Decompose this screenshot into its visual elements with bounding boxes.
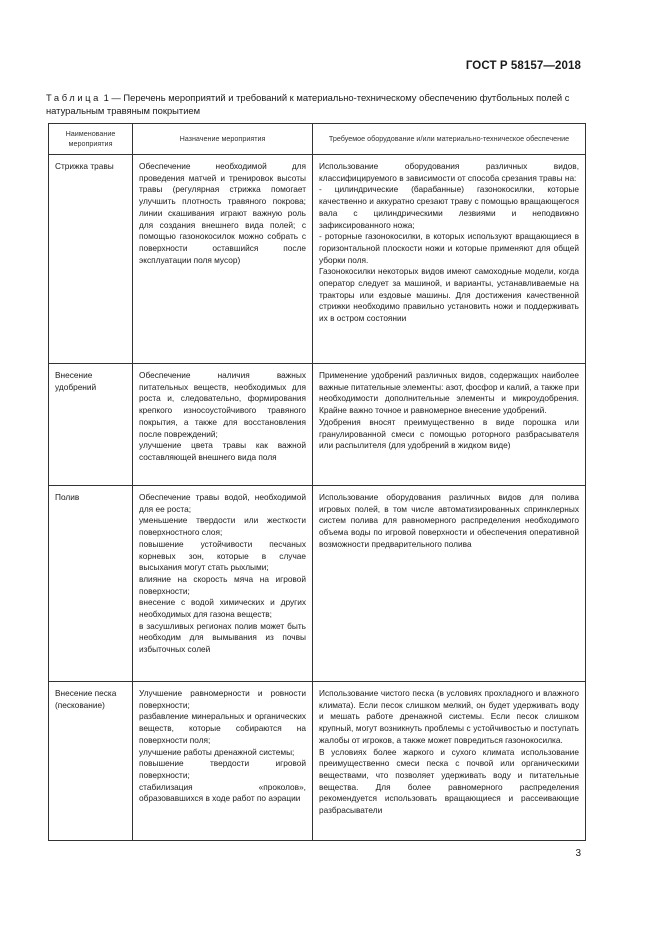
row-purpose <box>133 682 313 841</box>
purpose-item: улучшение работы дренажной системы; <box>139 746 295 757</box>
table-row <box>49 682 586 841</box>
purpose-item: Обеспечение травы водой, необходимой для ее роста; <box>139 492 306 514</box>
row-purpose <box>133 364 313 486</box>
purpose-item: в засушливых регионах полив может быть необходим для вымывания из почвы избыточных солей <box>139 620 306 655</box>
caption-label: Таблица <box>46 92 101 103</box>
purpose-item: влияние на скорость мяча на игровой поверхности; <box>139 573 306 596</box>
table-header-row <box>49 124 586 155</box>
column-header-name: Наименование мероприятия <box>49 124 133 155</box>
equipment-paragraph: Использование оборудования различных видов, классифицируемого в зависимости от способа срезания травы на: <box>319 161 579 183</box>
equipment-paragraph: Удобрения вносят преимущественно в виде порошка или гранулированной смеси с помощью роторного разбрасывателя или распылителя (для удобрений в жидком виде) <box>319 416 579 451</box>
row-purpose: Обеспечение необходимой для проведения матчей и тренировок высоты травы (регулярная стрижка помогает улучшить плотность травяного покрова; линии скашивания играют важную роль для создания внешнего вида полей; с помощью газонокосилок можно собрать с поверхности оставшийся после эксплуатации поля мусор) <box>133 155 313 364</box>
equipment-paragraph: Использование оборудования различных видов для полива игровых полей, в том числе автоматизированных спринклерных систем полива для равномерного распределения необходимого объема воды по игровой поверхности и обеспечения оперативной возможности предварительного полива <box>319 492 579 549</box>
purpose-item: внесение с водой химических и других необходимых для газона веществ; <box>139 597 306 620</box>
table-row <box>49 155 586 364</box>
document-code: ГОСТ Р 58157—2018 <box>465 60 581 72</box>
column-header-purpose: Назначение мероприятия <box>133 124 313 155</box>
equipment-paragraph: - цилиндрические (барабанные) газонокосилки, которые качественно и аккуратно срезают траву с помощью вращающегося вала с цилиндрическими лезвиями и неподвижно зафиксированного ножа; <box>319 184 579 230</box>
purpose-item: повышение твердости игровой поверхности; <box>139 758 306 780</box>
row-equipment <box>313 486 586 682</box>
column-header-equipment: Требуемое оборудование и/или материально-техническое обеспечение <box>313 124 586 155</box>
row-equipment <box>313 682 586 841</box>
purpose-item: Улучшение равномерности и ровности поверхности; <box>139 688 306 710</box>
caption-number: 1 <box>103 92 109 103</box>
row-name: Внесение удобрений <box>49 364 133 486</box>
equipment-paragraph: Использование чистого песка (в условиях прохладного и влажного климата). Если песок слишком мелкий, он будет удерживать воду и мешать работе дренажной системы. Если песок слишком крупный, могут возникнуть проблемы с устойчивостью и поступать жалобы от игроков, а также может повредиться газонокосилка. <box>319 688 579 745</box>
purpose-item: уменьшение твердости или жесткости поверхностного слоя; <box>139 515 306 538</box>
equipment-paragraph: В условиях более жаркого и сухого климата использование преимущественно смеси песка с почвой или органическими веществами, что позволяет удерживать воду и питательные вещества. Для более равномерного распределения рекомендуется использовать вращающиеся и рассеивающие разбрасыватели <box>319 746 579 816</box>
row-equipment <box>313 155 586 364</box>
row-name: Стрижка травы <box>49 155 133 364</box>
purpose-item: стабилизация «проколов», образовавшихся в ходе работ по аэрации <box>139 781 306 804</box>
requirements-table <box>48 123 586 841</box>
caption-text: — Перечень мероприятий и требований к материально-техническому обеспечению футбольных полей с натуральным травяным покрытием <box>46 92 570 116</box>
equipment-paragraph: Применение удобрений различных видов, содержащих наиболее важные питательные элементы: азот, фосфор и калий, а также при необходимости дополнительные элементы и микроудобрения. Крайне важно точное и равномерное внесение удобрений. <box>319 370 579 416</box>
table-caption <box>46 92 586 117</box>
equipment-paragraph: Газонокосилки некоторых видов имеют самоходные модели, когда оператор следует за машиной, и варианты, устанавливаемые на тракторы или ездовые машины. Для достижения качественной стрижки необходимо правильно установить ножи и поддерживать их в остром состоянии <box>319 266 579 324</box>
row-name: Внесение песка (пескование) <box>49 682 133 841</box>
row-purpose <box>133 486 313 682</box>
row-name: Полив <box>49 486 133 682</box>
purpose-item: улучшение цвета травы как важной составляющей внешнего вида поля <box>139 440 306 462</box>
row-equipment <box>313 364 586 486</box>
purpose-item: повышение устойчивости песчаных корневых зон, которые в случае высыхания могут стать рыхлыми; <box>139 538 306 573</box>
purpose-item: разбавление минеральных и органических веществ, которые собираются на поверхности поля; <box>139 711 306 745</box>
purpose-item: Обеспечение наличия важных питательных веществ, необходимых для роста и, следовательно, формирования крепкого износоустойчивого травяного покрытия, а также для восстановления после повреждений; <box>139 370 306 439</box>
table-row <box>49 486 586 682</box>
table-row <box>49 364 586 486</box>
equipment-paragraph: - роторные газонокосилки, в которых используют вращающиеся в горизонтальной плоскости ножи и которые применяют для общей уборки поля. <box>319 231 579 265</box>
page-number: 3 <box>575 848 581 859</box>
